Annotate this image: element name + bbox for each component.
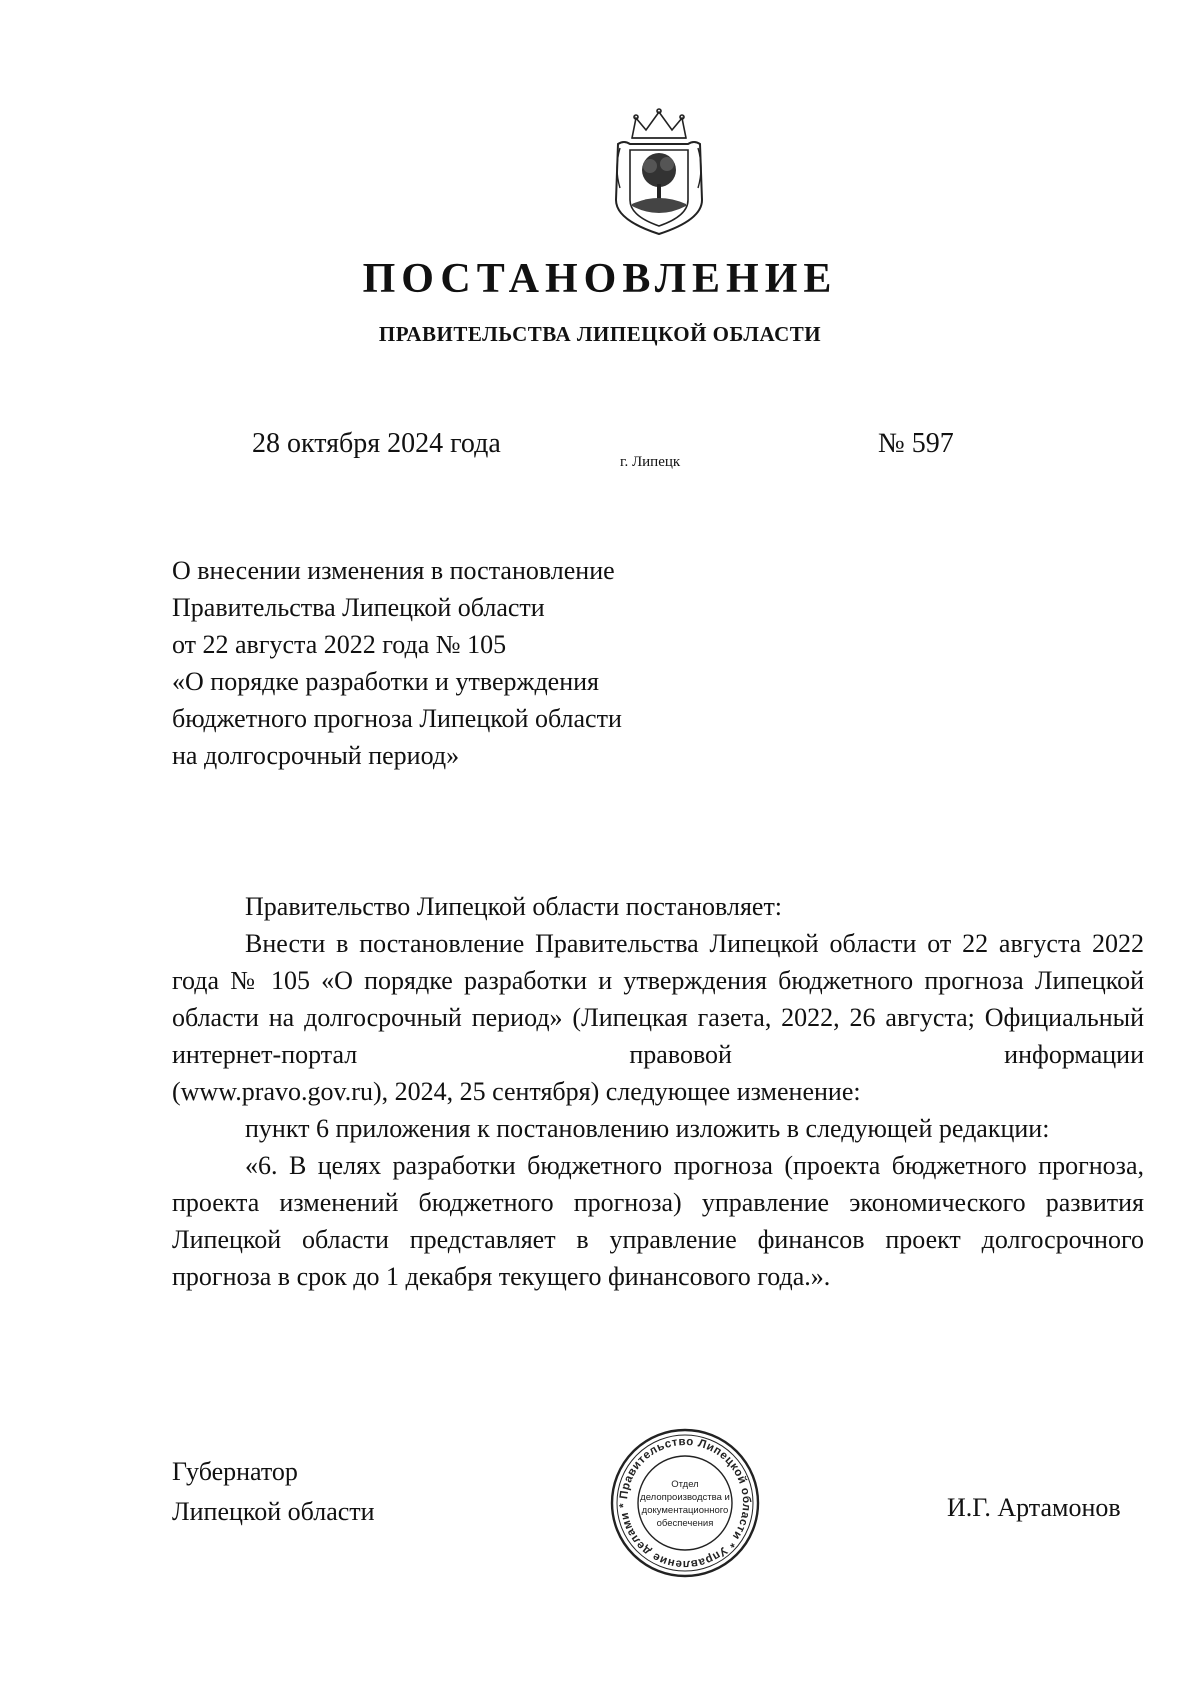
coat-of-arms-icon [610, 108, 708, 238]
heading-line: «О порядке разработки и утверждения [172, 667, 600, 696]
signatory-position [172, 1452, 375, 1532]
amendment-text: «6. В целях разработки бюджетного прогноза (проекта бюджетного прогноза, проекта изменений бюджетного прогноза) управление экономического развития Липецкой области представляет в управление финансов проект долгосрочного прогноза в срок до 1 декабря текущего финансового года.». [172, 1151, 1144, 1291]
position-line: Липецкой области [172, 1497, 375, 1526]
heading-line: О внесении изменения в постановление [172, 556, 615, 585]
heading-line: бюджетного прогноза Липецкой области [172, 704, 622, 733]
document-city: г. Липецк [620, 454, 681, 470]
seal-center-line: обеспечения [656, 1518, 714, 1529]
signatory-name: И.Г. Артамонов [947, 1493, 1121, 1522]
issuing-authority: ПРАВИТЕЛЬСТВА ЛИПЕЦКОЙ ОБЛАСТИ [378, 322, 822, 346]
document-heading [172, 552, 772, 774]
resolution-intro: Правительство Липецкой области постановляет: [245, 892, 783, 921]
document-number: № 597 [878, 428, 954, 459]
position-line: Губернатор [172, 1457, 298, 1486]
document-body [172, 888, 1144, 1295]
heading-line: на долгосрочный период» [172, 741, 460, 770]
heading-line: Правительства Липецкой области [172, 593, 545, 622]
office-seal-stamp [609, 1427, 761, 1579]
amendment-instruction: пункт 6 приложения к постановлению изложить в следующей редакции: [245, 1114, 1050, 1143]
document-type-title: ПОСТАНОВЛЕНИЕ [362, 256, 838, 302]
seal-ring-text: Правительство Липецкой области * Управление делами * [617, 1435, 753, 1571]
resolution-paragraph-end: (www.pravo.gov.ru), 2024, 25 сентября) следующее изменение: [172, 1077, 861, 1106]
seal-center-line: делопроизводства и [640, 1492, 730, 1503]
document-date: 28 октября 2024 года [252, 428, 501, 459]
seal-center-line: Отдел [671, 1479, 699, 1490]
resolution-paragraph: Внести в постановление Правительства Липецкой области от 22 августа 2022 года № 105 «О порядке разработки и утверждения бюджетного прогноза Липецкой области на долгосрочный период» (Липецкая газета, 2022, 26 августа; Официальный интернет-портал правовой информации [172, 929, 1144, 1069]
heading-line: от 22 августа 2022 года № 105 [172, 630, 507, 659]
seal-center-line: документационного [641, 1505, 729, 1516]
